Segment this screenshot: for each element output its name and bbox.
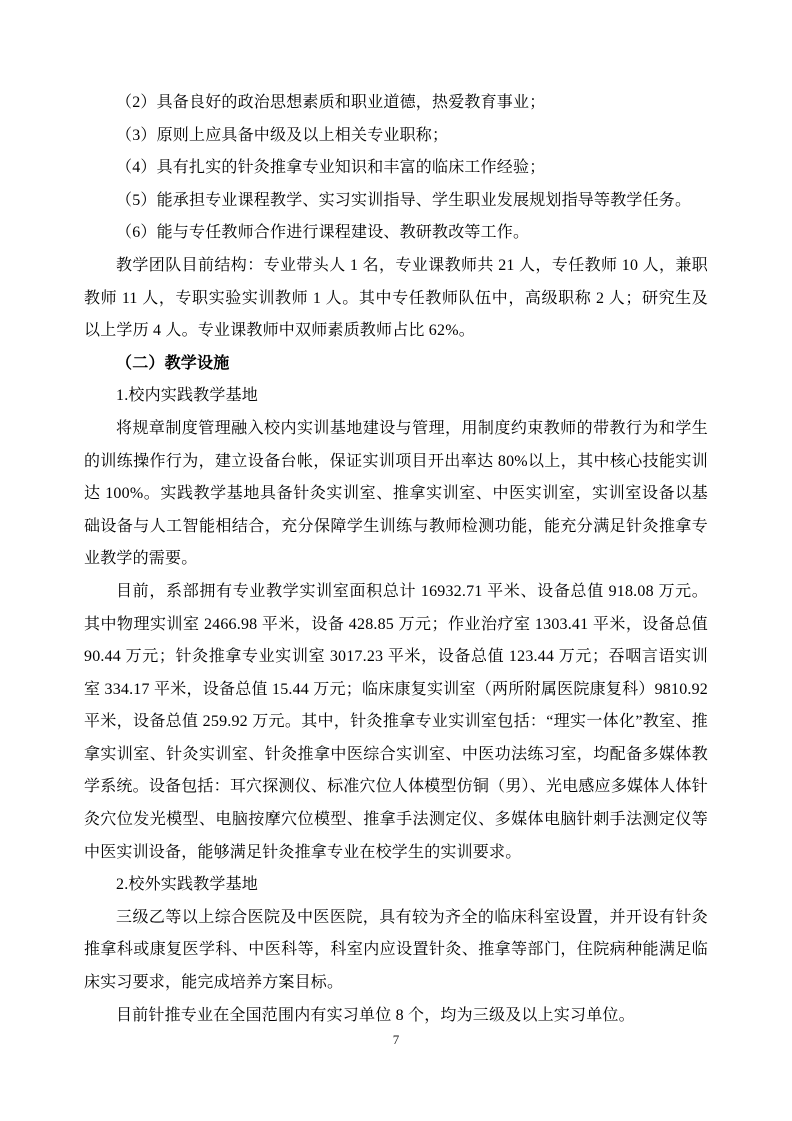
- list-item-5: （5）能承担专业课程教学、实习实训指导、学生职业发展规划指导等教学任务。: [116, 191, 692, 209]
- on-campus-base-paragraph: 将规章制度管理融入校内实训基地建设与管理，用制度约束教师的带教行为和学生的训练操作行为，建立设备台帐，保证实训项目开出率达 80%以上，其中核心技能实训达 100%。实践教学基地具备针灸实训室、推拿实训室、中医实训室，实训室设备以基础设备与人工智能相结合，充分保障学生训练与教师检测功能，能充分满足针灸推拿专业教学的需要。: [84, 419, 708, 568]
- subsection-heading-off-campus-base: 2.校外实践教学基地: [116, 876, 259, 894]
- internship-units-paragraph: 目前针推专业在全国范围内有实习单位 8 个，均为三级及以上实习单位。: [116, 1006, 635, 1024]
- document-body: [84, 87, 708, 1032]
- teaching-team-paragraph: 教学团队目前结构：专业带头人 1 名，专业课教师共 21 人，专任教师 10 人，兼职教师 11 人，专职实验实训教师 1 人。其中专任教师队伍中，高级职称 2 人；研究生及以上学历 4 人。专业课教师中双师素质教师占比 62%。: [84, 256, 708, 340]
- list-item-3: （3）原则上应具备中级及以上相关专业职称；: [116, 126, 449, 144]
- list-item-4: （4）具有扎实的针灸推拿专业知识和丰富的临床工作经验；: [116, 159, 546, 177]
- list-item-2: （2）具备良好的政治思想素质和职业道德，热爱教育事业；: [116, 94, 546, 111]
- page-number: 7: [392, 1032, 400, 1047]
- subsection-heading-on-campus-base: 1.校内实践教学基地: [116, 387, 259, 405]
- training-room-stats-paragraph: 目前，系部拥有专业教学实训室面积总计 16932.71 平米、设备总值 918.08 万元。其中物理实训室 2466.98 平米，设备 428.85 万元；作业治疗室 1303.41 平米，设备总值 90.44 万元；针灸推拿专业实训室 3017.23 平米，设备总值 123.44 万元；吞咽言语实训室 334.17 平米，设备总值 15.44 万元；临床康复实训室（两所附属医院康复科）9810.92 平米，设备总值 259.92 万元。其中，针灸推拿专业实训室包括：“理实一体化”教室、推拿实训室、针灸实训室、针灸推拿中医综合实训室、中医功法练习室，均配备多媒体教学系统。设备包括：耳穴探测仪、标准穴位人体模型仿铜（男）、光电感应多媒体人体针灸穴位发光模型、电脑按摩穴位模型、推拿手法测定仪、多媒体电脑针刺手法测定仪等中医实训设备，能够满足针灸推拿专业在校学生的实训要求。: [84, 582, 708, 861]
- off-campus-base-paragraph: 三级乙等以上综合医院及中医医院，具有较为齐全的临床科室设置，并开设有针灸推拿科或康复医学科、中医科等，科室内应设置针灸、推拿等部门，住院病种能满足临床实习要求，能完成培养方案目标。: [84, 908, 708, 992]
- list-item-6: （6）能与专任教师合作进行课程建设、教研教改等工作。: [116, 224, 530, 242]
- section-heading-teaching-facilities: （二）教学设施: [116, 354, 230, 372]
